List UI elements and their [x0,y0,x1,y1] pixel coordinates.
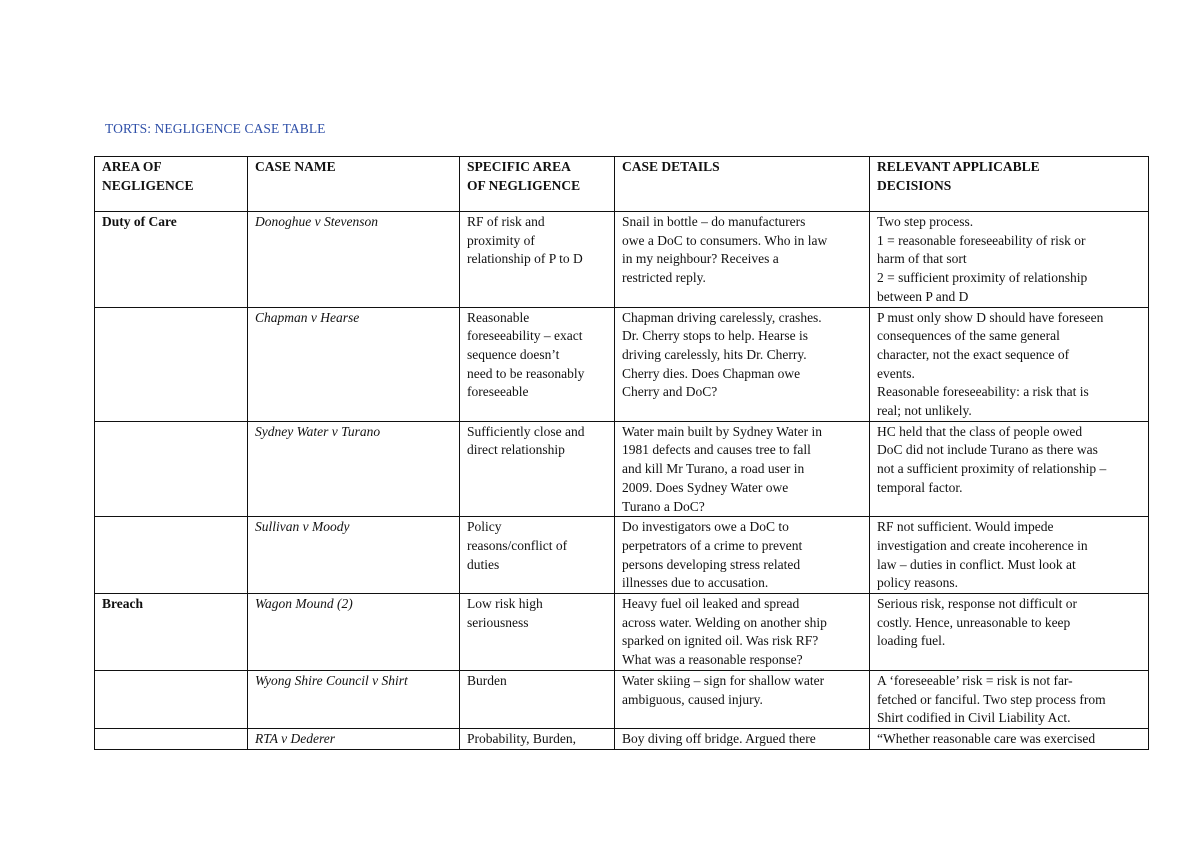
case-details-cell: Water main built by Sydney Water in 1981 defects and causes tree to fall and kill Mr Turano, a road user in 2009. Does Sydney Water owe Turano a DoC? [615,421,870,517]
header-case-name: CASE NAME [248,157,460,212]
table-row [95,212,1149,308]
case-name-cell: Chapman v Hearse [248,307,460,421]
table-row [95,307,1149,421]
area-cell: Duty of Care [95,212,248,308]
case-details-cell: Do investigators owe a DoC to perpetrators of a crime to prevent persons developing stress related illnesses due to accusation. [615,517,870,594]
negligence-case-table [94,156,1149,750]
specific-area-cell: Policy reasons/conflict of duties [460,517,615,594]
decisions-cell: RF not sufficient. Would impede investigation and create incoherence in law – duties in conflict. Must look at policy reasons. [870,517,1149,594]
area-cell [95,670,248,728]
case-details-cell: Boy diving off bridge. Argued there [615,728,870,749]
header-specific-area: SPECIFIC AREA OF NEGLIGENCE [460,157,615,212]
case-name-cell: Wagon Mound (2) [248,594,460,671]
decisions-cell: “Whether reasonable care was exercised [870,728,1149,749]
document-title: TORTS: NEGLIGENCE CASE TABLE [105,121,326,136]
table-row [95,670,1149,728]
decisions-cell: HC held that the class of people owed DoC did not include Turano as there was not a sufficient proximity of relationship – temporal factor. [870,421,1149,517]
case-name-cell: Sullivan v Moody [248,517,460,594]
specific-area-cell: Burden [460,670,615,728]
table-row [95,421,1149,517]
case-name-cell: RTA v Dederer [248,728,460,749]
specific-area-cell: Sufficiently close and direct relationship [460,421,615,517]
decisions-cell: A ‘foreseeable’ risk = risk is not far- fetched or fanciful. Two step process from Shirt codified in Civil Liability Act. [870,670,1149,728]
case-details-cell: Heavy fuel oil leaked and spread across water. Welding on another ship sparked on ignited oil. Was risk RF? What was a reasonable response? [615,594,870,671]
header-area-of-negligence: AREA OF NEGLIGENCE [95,157,248,212]
decisions-cell: Two step process. 1 = reasonable foreseeability of risk or harm of that sort 2 = sufficient proximity of relationship between P and D [870,212,1149,308]
specific-area-cell: RF of risk and proximity of relationship of P to D [460,212,615,308]
table-row [95,728,1149,749]
area-cell [95,307,248,421]
table-row [95,594,1149,671]
table-header-row [95,157,1149,212]
specific-area-cell: Probability, Burden, [460,728,615,749]
table-row [95,517,1149,594]
area-cell [95,421,248,517]
case-name-cell: Wyong Shire Council v Shirt [248,670,460,728]
header-case-details: CASE DETAILS [615,157,870,212]
case-details-cell: Water skiing – sign for shallow water ambiguous, caused injury. [615,670,870,728]
area-cell: Breach [95,594,248,671]
case-details-cell: Snail in bottle – do manufacturers owe a DoC to consumers. Who in law in my neighbour? Receives a restricted reply. [615,212,870,308]
decisions-cell: P must only show D should have foreseen consequences of the same general character, not the exact sequence of events. Reasonable foreseeability: a risk that is real; not unlikely. [870,307,1149,421]
case-name-cell: Sydney Water v Turano [248,421,460,517]
case-details-cell: Chapman driving carelessly, crashes. Dr. Cherry stops to help. Hearse is driving carelessly, hits Dr. Cherry. Cherry dies. Does Chapman owe Cherry and DoC? [615,307,870,421]
case-name-cell: Donoghue v Stevenson [248,212,460,308]
specific-area-cell: Reasonable foreseeability – exact sequence doesn’t need to be reasonably foreseeable [460,307,615,421]
decisions-cell: Serious risk, response not difficult or costly. Hence, unreasonable to keep loading fuel. [870,594,1149,671]
header-relevant-decisions: RELEVANT APPLICABLE DECISIONS [870,157,1149,212]
area-cell [95,728,248,749]
area-cell [95,517,248,594]
specific-area-cell: Low risk high seriousness [460,594,615,671]
